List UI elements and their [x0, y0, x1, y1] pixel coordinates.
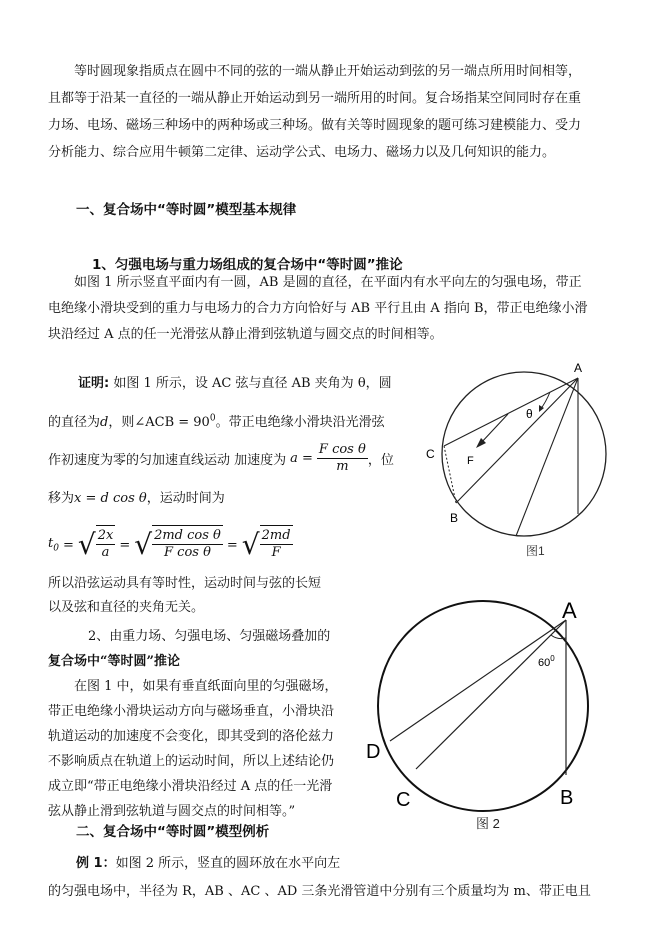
subsection-1-title: 1、匀强电场与重力场组成的复合场中“等时圆”推论 [92, 257, 403, 273]
subsection-2-p2: 带正电绝缘小滑块运动方向与磁场垂直，小滑块沿 [48, 704, 335, 719]
proof-text-4b: ，运动时间为 [146, 491, 225, 506]
subsection-2-p4: 不影响质点在轨道上的运动时间，所以上述结论仍 [48, 754, 335, 769]
accel-numerator: F cos θ [318, 441, 366, 457]
subsection-1-line-3: 块沿经过 A 点的任一光滑弦从静止滑到弦轨道与圆交点的时间相等。 [48, 327, 443, 342]
accel-denominator: m [336, 458, 349, 474]
time-lhs [48, 536, 59, 554]
sqrt-3: √ $\frac{2md}{F}$ [242, 525, 293, 565]
figure-1-caption: 图1 [526, 544, 545, 558]
intro-line-2: 且都等于沿某一直径的一端从静止开始运动到另一端所用的时间。复合场指某空间同时存在重 [48, 91, 582, 106]
figure-2-angle-arc [551, 635, 566, 639]
figure-2-label-d: D [366, 741, 381, 763]
subsection-2-line-1: 2、由重力场、匀强电场、匀强磁场叠加的 [88, 629, 331, 644]
eq2-denominator: F cos θ [164, 545, 211, 560]
subsection-2-p1: 在图 1 中，如果有垂直纸面向里的匀强磁场， [74, 679, 338, 694]
proof-line-4 [48, 487, 225, 506]
proof-text-1: 如图 1 所示，设 AC 弦与直径 AB 夹角为 θ，圆 [113, 376, 392, 391]
section-2-heading: 二、复合场中“等时圆”模型例析 [76, 824, 270, 840]
figure-2-chord-ad [390, 620, 566, 741]
proof-text-2b: ，则∠ACB = 90 [108, 415, 210, 430]
sqrt-2: √ $\frac{\text{2md cos θ}}{\text{F cos θ}}$ [134, 525, 223, 565]
diameter-symbol: d [100, 415, 109, 430]
figure-2-label-angle: $60^0$ [538, 654, 555, 669]
figure-2-chord-ac [416, 620, 566, 769]
figure-2-label-a: A [562, 598, 577, 623]
figure-2-label-c: C [396, 789, 411, 811]
section-1-heading: 一、复合场中“等时圆”模型基本规律 [76, 202, 297, 218]
proof-text-3a: 作初速度为零的匀加速直线运动 加速度为 [48, 452, 287, 468]
intro-line-1: 等时圆现象指质点在圆中不同的弦的一端从静止开始运动到弦的另一端点所用时间相等， [74, 64, 582, 79]
time-symbol: t [48, 536, 54, 552]
proof-text-2a: 的直径为 [48, 415, 101, 430]
proof-text-3b: ，位 [367, 452, 394, 468]
figure-1-label-b: B [450, 511, 459, 525]
subsection-2-p6: 弦从静止滑到弦轨道与圆交点的时间相等。” [48, 804, 296, 819]
figure-1-dashed-cb [444, 446, 456, 503]
proof-text-4a: 移为 [48, 491, 75, 506]
accel-lhs: a = [290, 450, 313, 466]
displacement-equation: x = d cos θ [74, 491, 147, 506]
eq3-denominator: F [271, 545, 281, 560]
figure-2 [360, 588, 620, 838]
figure-1-chord-1 [516, 378, 578, 536]
proof-label: 证明: [78, 376, 110, 391]
subsection-2-line-2: 复合场中“等时圆”推论 [48, 654, 180, 669]
intro-line-3: 力场、电场、磁场三种场中的两种场或三种场。做有关等时圆现象的题可练习建模能力、受力 [48, 118, 582, 133]
eq3-numerator: 2md [261, 528, 291, 543]
eq1-numerator: 2x [97, 528, 114, 543]
conclusion-line-1: 所以沿弦运动具有等时性，运动时间与弦的长短 [48, 576, 322, 591]
time-subscript: 0 [53, 543, 59, 554]
figure-1-label-c: C [426, 447, 435, 461]
example-text-1: 如图 2 所示，竖直的圆环放在水平向左 [115, 856, 341, 871]
figure-1-force-arrow [480, 414, 508, 444]
eq2-numerator: 2md cos θ [154, 528, 221, 543]
eq1-denominator: a [101, 545, 110, 560]
intro-line-4: 分析能力、综合应用牛顿第二定律、运动学公式、电场力、磁场力以及几何知识的能力。 [48, 145, 556, 160]
proof-line-2 [48, 411, 385, 430]
sqrt-1: √ $\frac{2x}{a}$ [78, 525, 115, 565]
example-line-2: 的匀强电场中，半径为 R，AB 、AC 、AD 三条光滑管道中分别有三个质量均为 m、带正电且 [48, 884, 591, 899]
example-1 [48, 850, 591, 906]
figure-1-circle [442, 372, 606, 536]
time-equation: $t_0$ = √ $\frac{2x}{a}$ = √ $\frac{\text{2md cos θ}}{\text{F cos θ}}$ = √ $\frac{2md}{F}$ [48, 520, 293, 570]
intro-paragraph [48, 58, 628, 166]
figure-1-label-a: A [574, 361, 583, 375]
subsection-2-p5: 成立即“带正电绝缘小滑块沿经过 A 点的任一光滑 [48, 779, 333, 794]
subsection-2 [48, 624, 358, 824]
conclusion [48, 572, 321, 620]
figure-2-label-b: B [560, 787, 574, 809]
subsection-1-line-1: 如图 1 所示竖直平面内有一圆，AB 是圆的直径，在平面内有水平向左的匀强电场，带正 [74, 275, 582, 290]
example-line-1 [48, 850, 591, 878]
figure-2-circle [378, 601, 588, 811]
degree-sup: 0 [209, 413, 216, 424]
figure-2-caption: 图 2 [476, 816, 500, 831]
example-label: 例 1： [76, 856, 116, 871]
figure-1-label-theta: θ [526, 407, 533, 421]
figure-1-chord-ac [444, 378, 578, 446]
proof-line-3 [48, 440, 394, 476]
accel-fraction [317, 442, 368, 475]
proof-line-1 [78, 372, 392, 391]
subsection-1-line-2: 电绝缘小滑块受到的重力与电场力的合力方向恰好与 AB 平行且由 A 指向 B，带正电绝缘小滑 [48, 301, 588, 316]
proof-text-2c: 。带正电绝缘小滑块沿光滑弦 [215, 415, 385, 430]
subsection-2-p3: 轨道运动的加速度不会变化，即其受到的洛伦兹力 [48, 729, 335, 744]
conclusion-line-2: 以及弦和直径的夹角无关。 [48, 600, 205, 615]
figure-1-chord-ab [456, 378, 578, 503]
figure-1-label-f: F [467, 455, 474, 467]
subsection-1-paragraph [48, 270, 633, 348]
figure-1 [418, 358, 643, 558]
